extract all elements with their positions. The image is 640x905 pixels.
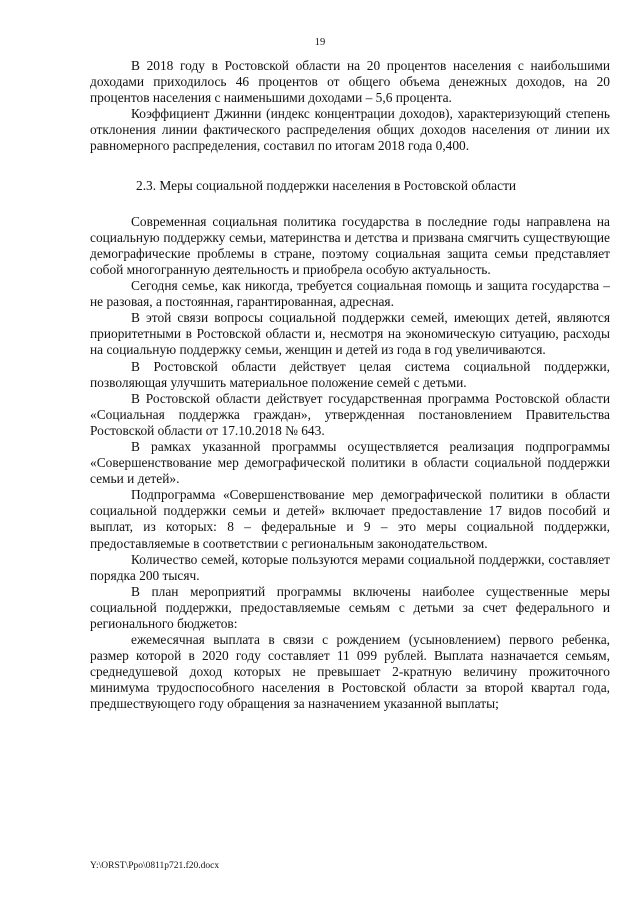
paragraph: В этой связи вопросы социальной поддержки семей, имеющих детей, являются приоритетными в Ростовской области и, несмотря на экономическую ситуацию, расходы на социальную поддержку семьи, женщин и детей из года в год увеличиваются. (90, 310, 610, 358)
paragraph: Количество семей, которые пользуются мерами социальной поддержки, составляет порядка 200 тысяч. (90, 551, 610, 583)
paragraph: Коэффициент Джинни (индекс концентрации доходов), характеризующий степень отклонения линии фактического распределения общих доходов населения от линии их равномерного распределения, составил по итогам 2018 года 0,400. (90, 106, 610, 154)
paragraph: В 2018 году в Ростовской области на 20 процентов населения с наибольшими доходами приходилось 46 процентов от общего объема денежных доходов, на 20 процентов населения с наименьшими доходами – 5,6 процента. (90, 58, 610, 106)
page-number: 19 (314, 37, 326, 48)
paragraph: В рамках указанной программы осуществляется реализация подпрограммы «Совершенствование мер демографической политики в области социальной поддержки семьи и детей». (90, 438, 610, 487)
section-heading: 2.3. Меры социальной поддержки населения в Ростовской области (136, 177, 517, 193)
paragraph: В Ростовской области действует государственная программа Ростовской области «Социальная поддержка граждан», утвержденная постановлением Правительства Ростовской области от 17.10.2018 № 643. (90, 390, 610, 438)
paragraph: В Ростовской области действует целая система социальной поддержки, позволяющая улучшить материальное положение семей с детьми. (90, 358, 610, 390)
paragraph: Современная социальная политика государства в последние годы направлена на социальную поддержку семьи, материнства и детства и призвана смягчить существующие демографические проблемы в стране, поэтому социальная защита семьи представляет собой многогранную деятельность и приобрела особую актуальность. (90, 213, 610, 277)
document-body (90, 58, 610, 713)
paragraph: ежемесячная выплата в связи с рождением (усыновлением) первого ребенка, размер которой в 2020 году составляет 11 099 рублей. Выплата назначается семьям, среднедушевой доход которых не превышает 2-кратную величину прожиточного минимума трудоспособного населения в Ростовской области за второй квартал года, предшествующего году обращения за назначением указанной выплаты; (90, 632, 610, 712)
paragraph: Подпрограмма «Совершенствование мер демографической политики в области социальной поддержки семьи и детей» включает предоставление 17 видов пособий и выплат, из которых: 8 – федеральные и 9 – это меры социальной поддержки, предоставляемые в соответствии с региональным законодательством. (90, 487, 610, 551)
footer-file-path: Y:\ORST\Ppo\0811p721.f20.docx (90, 861, 220, 871)
paragraph: В план мероприятий программы включены наиболее существенные меры социальной поддержки, предоставляемые семьям с детьми за счет федерального и регионального бюджетов: (90, 583, 610, 631)
paragraph: Сегодня семье, как никогда, требуется социальная помощь и защита государства – не разовая, а постоянная, гарантированная, адресная. (90, 278, 610, 310)
